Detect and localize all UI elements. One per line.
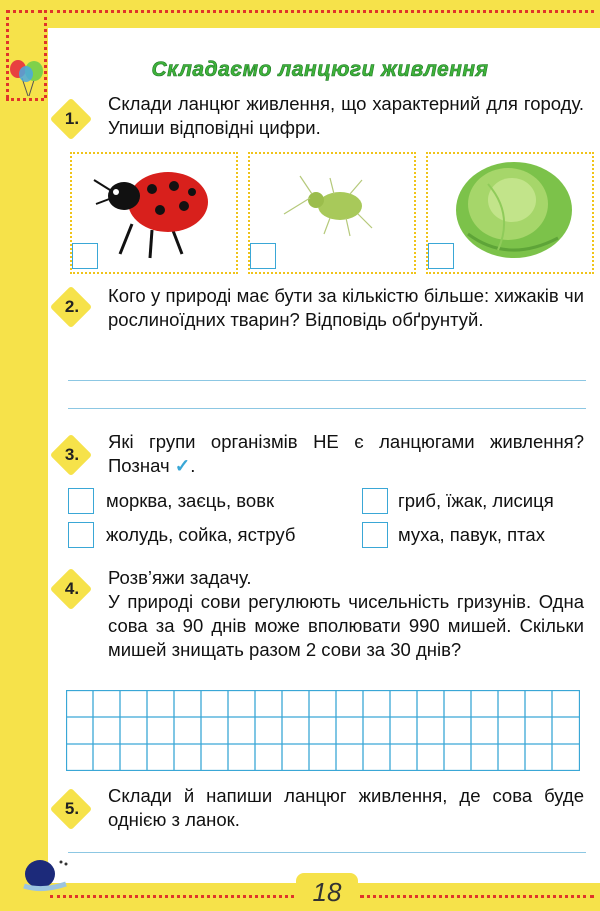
answer-box[interactable] bbox=[250, 243, 276, 269]
option-label: жолудь, сойка, яструб bbox=[106, 524, 296, 545]
task-2-text: Кого у природі має бути за кількістю більше: хижаків чи рослиноїдних тварин? Відповідь обґрунтуй. bbox=[108, 285, 584, 330]
task-5-text: Склади й напиши ланцюг живлення, де сова буде однією з ланок. bbox=[108, 785, 584, 830]
answer-box[interactable] bbox=[72, 243, 98, 269]
page-number: 18 bbox=[296, 873, 358, 911]
task-number-badge: 2. bbox=[52, 288, 92, 328]
frame-top bbox=[0, 0, 600, 28]
page-title: Складаємо ланцюги живлення bbox=[151, 58, 489, 81]
frame-dots bbox=[6, 10, 42, 13]
frame-dots bbox=[50, 10, 594, 13]
answer-line[interactable] bbox=[68, 380, 586, 381]
frame-dots bbox=[6, 98, 44, 101]
answer-line[interactable] bbox=[68, 408, 586, 409]
balloons-icon bbox=[4, 56, 48, 98]
task-number-badge: 1. bbox=[52, 100, 92, 140]
option-checkbox[interactable] bbox=[68, 488, 94, 514]
frame-dots bbox=[360, 895, 594, 898]
task-4-title: Розв’яжи задачу. bbox=[108, 567, 252, 588]
option-checkbox[interactable] bbox=[68, 522, 94, 548]
option-checkbox[interactable] bbox=[362, 522, 388, 548]
checkmark-icon: ✓ bbox=[174, 455, 191, 476]
answer-box[interactable] bbox=[428, 243, 454, 269]
frame-dots bbox=[50, 895, 294, 898]
option-label: муха, павук, птах bbox=[398, 524, 545, 545]
task-4-text: У природі сови регулюють чисельність гризунів. Одна сова за 90 днів може вполювати 990 мишей. Скільки мишей знищать разом 2 сови за 30 днів? bbox=[108, 591, 584, 660]
frame-left bbox=[0, 0, 48, 911]
task-1-text: Склади ланцюг живлення, що характерний для городу. Упиши відповідні цифри. bbox=[108, 93, 584, 138]
answer-grid[interactable] bbox=[66, 690, 580, 771]
task-number-badge: 4. bbox=[52, 570, 92, 610]
task-number-badge: 5. bbox=[52, 790, 92, 830]
answer-line[interactable] bbox=[68, 852, 586, 853]
task-3-text: Які групи організмів НЕ є ланцюгами живлення? Познач ✓. bbox=[108, 431, 584, 476]
option-label: морква, заєць, вовк bbox=[106, 490, 275, 511]
snail-icon bbox=[14, 852, 70, 892]
task-number-badge: 3. bbox=[52, 436, 92, 476]
option-checkbox[interactable] bbox=[362, 488, 388, 514]
option-label: гриб, їжак, лисиця bbox=[398, 490, 554, 511]
